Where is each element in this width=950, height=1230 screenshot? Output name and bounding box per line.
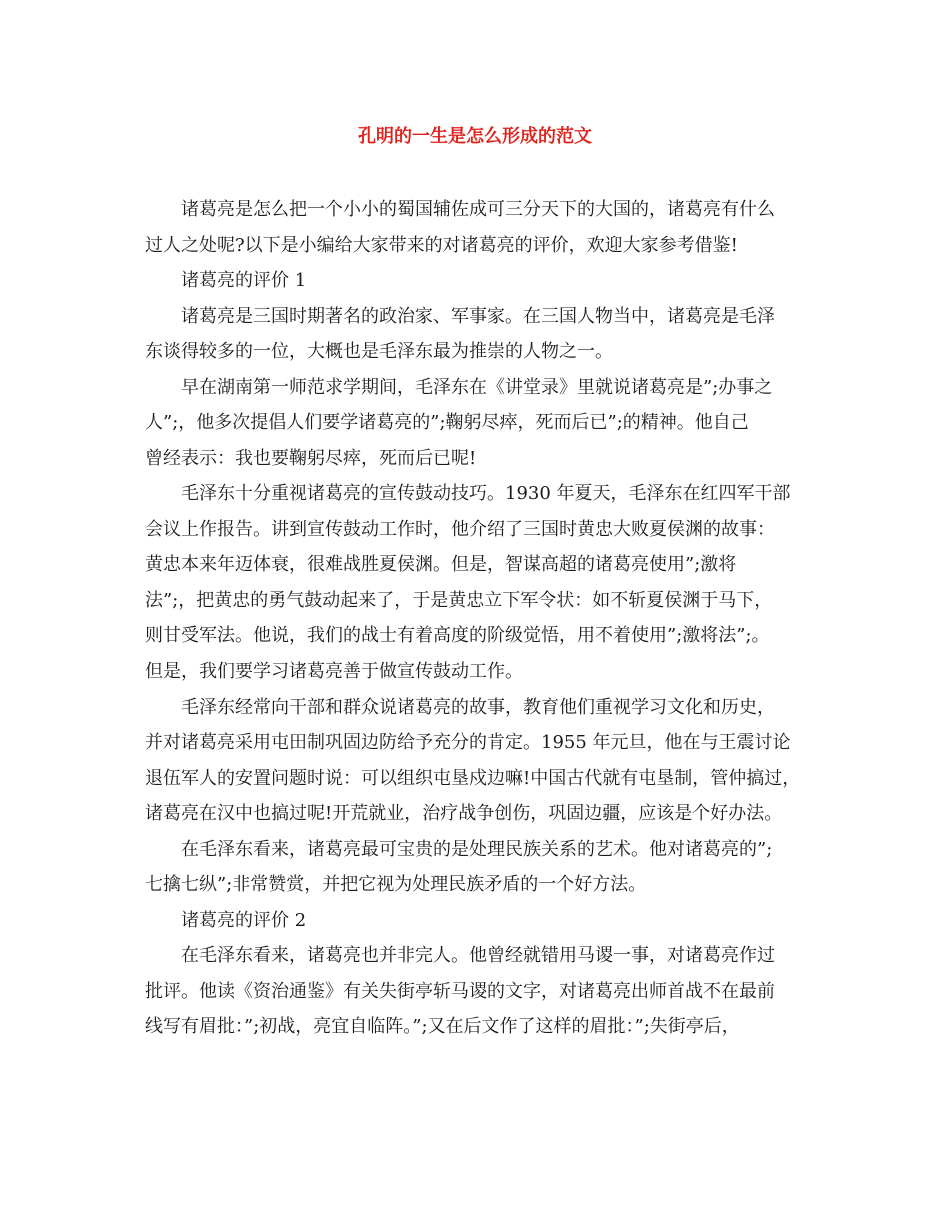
paragraph-line: 人”;，他多次提倡人们要学诸葛亮的”;鞠躬尽瘁，死而后已”;的精神。他自己	[145, 412, 749, 433]
paragraph-line: 并对诸葛亮采用屯田制巩固边防给予充分的肯定。1955 年元旦，他在与王震讨论	[145, 732, 791, 753]
paragraph-line: 诸葛亮是三国时期著名的政治家、军事家。在三国人物当中，诸葛亮是毛泽	[181, 306, 775, 327]
paragraph-line: 诸葛亮在汉中也搞过呢!开荒就业，治疗战争创伤，巩固边疆，应该是个好办法。	[145, 803, 783, 824]
paragraph-line: 批评。他读《资治通鉴》有关失街亭斩马谡的文字，对诸葛亮出师首战不在最前	[145, 981, 775, 1002]
paragraph-line: 会议上作报告。讲到宣传鼓动工作时，他介绍了三国时黄忠大败夏侯渊的故事：	[145, 519, 775, 540]
paragraph-line: 诸葛亮是怎么把一个小小的蜀国辅佐成可三分天下的大国的，诸葛亮有什么	[181, 199, 775, 220]
document-title: 孔明的一生是怎么形成的范文	[358, 126, 592, 147]
paragraph-line: 毛泽东经常向干部和群众说诸葛亮的故事，教育他们重视学习文化和历史，	[181, 697, 775, 718]
paragraph-line: 则甘受军法。他说，我们的战士有着高度的阶级觉悟，用不着使用”;激将法”;。	[145, 625, 770, 646]
paragraph-line: 曾经表示：我也要鞠躬尽瘁，死而后已呢!	[145, 448, 477, 469]
paragraph-line: 早在湖南第一师范求学期间，毛泽东在《讲堂录》里就说诸葛亮是”;办事之	[181, 377, 773, 398]
paragraph-line: 毛泽东十分重视诸葛亮的宣传鼓动技巧。1930 年夏天，毛泽东在红四军干部	[181, 483, 791, 504]
paragraph-line: 在毛泽东看来，诸葛亮最可宝贵的是处理民族关系的艺术。他对诸葛亮的”;	[181, 839, 773, 860]
paragraph-line: 在毛泽东看来，诸葛亮也并非完人。他曾经就错用马谡一事，对诸葛亮作过	[181, 945, 775, 966]
section-heading: 诸葛亮的评价 1	[181, 270, 307, 291]
paragraph-line: 但是，我们要学习诸葛亮善于做宣传鼓动工作。	[145, 661, 523, 682]
section-heading: 诸葛亮的评价 2	[181, 910, 307, 931]
paragraph-line: 法”;，把黄忠的勇气鼓动起来了，于是黄忠立下军令状：如不斩夏侯渊于马下，	[145, 590, 773, 611]
paragraph-line: 线写有眉批：”;初战，亮宜自临阵。”;又在后文作了这样的眉批：”;失街亭后，	[145, 1016, 740, 1037]
paragraph-line: 退伍军人的安置问题时说：可以组织屯垦戍边嘛!中国古代就有屯垦制，管仲搞过，	[145, 768, 801, 789]
paragraph-line: 黄忠本来年迈体衰，很难战胜夏侯渊。但是，智谋高超的诸葛亮使用”;激将	[145, 554, 737, 575]
paragraph-line: 东谈得较多的一位，大概也是毛泽东最为推崇的人物之一。	[145, 341, 613, 362]
paragraph-line: 过人之处呢?以下是小编给大家带来的对诸葛亮的评价，欢迎大家参考借鉴!	[145, 235, 738, 256]
paragraph-line: 七擒七纵”;非常赞赏，并把它视为处理民族矛盾的一个好方法。	[145, 874, 647, 895]
